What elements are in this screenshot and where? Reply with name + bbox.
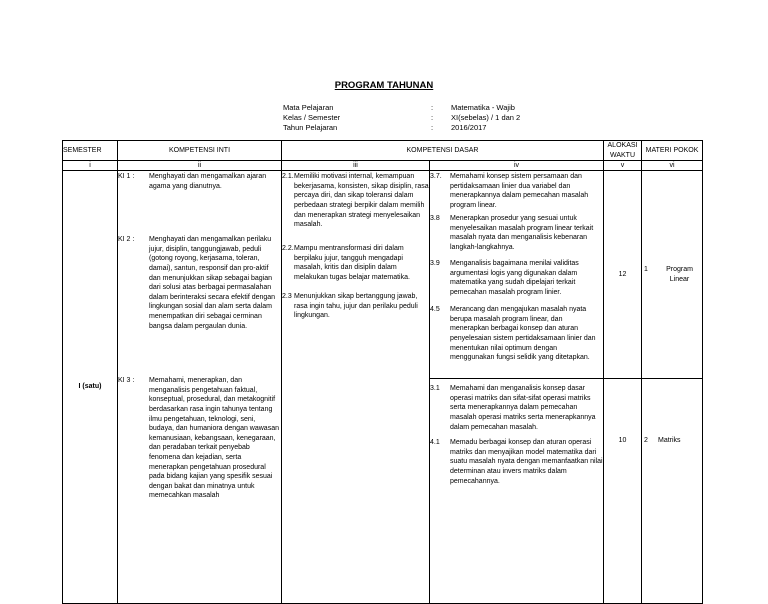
meta-value: XI(sebelas) / 1 dan 2 xyxy=(451,113,521,122)
kd-item xyxy=(430,214,603,259)
meta-separator: : xyxy=(431,103,434,112)
kd-item xyxy=(430,438,603,486)
meta-separator: : xyxy=(431,113,434,122)
col-number: ii xyxy=(118,161,282,171)
col-number: iv xyxy=(430,161,604,171)
program-table xyxy=(62,140,703,604)
kd-pengetahuan-cell xyxy=(430,171,604,379)
col-number: i xyxy=(63,161,118,171)
kd-number: 3.7. xyxy=(430,173,442,181)
materi-number: 2 xyxy=(644,437,648,445)
kd-number: 3.9 xyxy=(430,260,440,268)
kd-number: 3.1 xyxy=(430,385,440,393)
materi-item xyxy=(642,265,702,284)
ki-item xyxy=(118,172,281,235)
header-semester: SEMESTER xyxy=(63,141,118,161)
materi-item xyxy=(642,436,702,446)
kd-sikap-cell xyxy=(282,171,430,604)
materi-text: Program Linear xyxy=(666,266,693,283)
kd-number: 3.8 xyxy=(430,215,440,223)
kd-text: Menerapkan prosedur yang sesuai untuk menyelesaikan masalah program linear terkait masalah nyata dan menganalisis kebenaran langkah-langkahnya. xyxy=(450,215,594,251)
materi-number: 1 xyxy=(644,266,648,274)
numbering-row xyxy=(63,161,703,171)
col-number: iii xyxy=(282,161,430,171)
col-number: vi xyxy=(642,161,703,171)
meta-row-subject xyxy=(283,103,520,113)
ki-text: Memahami, menerapkan, dan menganalisis pengetahuan faktual, konseptual, prosedural, dan metakognitif berdasarkan rasa ingin tahunya tentang ilmu pengetahuan, teknologi, seni, budaya, dan humaniora dengan wawasan kemanusiaan, kebangsaan, kenegaraan, dan peradaban terkait penyebab fenomena dan kejadian, serta menerapkan pengetahuan prosedural pada bidang kajian yang spesifik sesuai dengan bakat dan minatnya untuk memecahkan masalah xyxy=(149,377,279,500)
kd-item xyxy=(282,172,429,244)
meta-label: Tahun Pelajaran xyxy=(283,123,338,132)
header-row xyxy=(63,141,703,161)
kd-text: Mampu mentransformasi diri dalam berpilaku jujur, tangguh mengadapi masalah, kritis dan disiplin dalam melakukan tugas belajar matematika. xyxy=(294,245,410,281)
kd-item xyxy=(430,259,603,305)
content-row-1 xyxy=(63,171,703,379)
meta-separator: : xyxy=(431,123,434,132)
kd-number: 2.2. xyxy=(282,245,294,253)
meta-label: Kelas / Semester xyxy=(283,113,341,122)
ki-number: KI 3 : xyxy=(118,377,135,385)
materi-cell xyxy=(642,379,703,604)
ki-item xyxy=(118,235,281,376)
col-number: v xyxy=(604,161,642,171)
kd-text: Merancang dan mengajukan masalah nyata berupa masalah program linear, dan menerapkan berbagai konsep dan aturan penyelesaian sistem pertidaksamaan linier dan menentukan nilai optimum dengan menggunakan fungsi selidik yang ditetapkan. xyxy=(450,306,596,362)
meta-value: Matematika - Wajib xyxy=(451,103,515,112)
kd-item xyxy=(430,172,603,214)
header-kompetensi-inti: KOMPETENSI INTI xyxy=(118,141,282,161)
kd-item xyxy=(430,384,603,438)
ki-cell xyxy=(118,171,282,604)
kd-pengetahuan-cell xyxy=(430,379,604,604)
ki-item xyxy=(118,376,281,501)
materi-cell xyxy=(642,171,703,379)
meta-label: Mata Pelajaran xyxy=(283,103,334,112)
kd-number: 2.3 xyxy=(282,293,292,301)
meta-row-class xyxy=(283,113,520,123)
kd-item xyxy=(430,305,603,363)
header-kompetensi-dasar: KOMPETENSI DASAR xyxy=(282,141,604,161)
kd-text: Menunjukkan sikap bertanggung jawab, rasa ingin tahu, jujur dan perilaku peduli lingkungan. xyxy=(294,293,418,320)
semester-cell xyxy=(63,171,118,604)
materi-text: Matriks xyxy=(658,437,681,445)
kd-text: Memadu berbagai konsep dan aturan operasi matriks dan menyajikan model matematika dari suatu masalah nyata dengan memanfaatkan nilai determinan atau invers matriks dalam pemecahannya. xyxy=(450,439,603,485)
kd-number: 2.1. xyxy=(282,173,294,181)
kd-number: 4.1 xyxy=(430,439,440,447)
ki-text: Menghayati dan mengamalkan perilaku jujur, disiplin, tanggungjawab, peduli (gotong royong, kerjasama, toleran, damai), santun, responsif dan pro-aktif dan menunjukkan sikap sebagai bagian dari solusi atas berbagai permasalahan dalam berinteraksi secara efektif dengan lingkungan sosial dan alam serta dalam menempatkan diri sebagai cerminan bangsa dalam pergaulan dunia. xyxy=(149,236,276,330)
kd-number: 4.5 xyxy=(430,306,440,314)
kd-text: Menganalisis bagaimana menilai validitas argumentasi logis yang digunakan dalam matematika yang sudah dipelajari terkait pemecahan masalah program linier. xyxy=(450,260,579,296)
alokasi-cell: 12 xyxy=(604,171,642,379)
kd-text: Memiliki motivasi internal, kemampuan bekerjasama, konsisten, sikap disiplin, rasa percaya diri, dan sikap toleransi dalam perbedaan strategi berpikir dalam memilih dan menerapkan strategi menyelesaikan masalah. xyxy=(294,173,429,229)
page-title: PROGRAM TAHUNAN xyxy=(334,80,434,91)
meta-row-year xyxy=(283,123,520,133)
kd-text: Memahami konsep sistem persamaan dan pertidaksamaan linier dua variabel dan menerapkannya dalam pemecahan masalah program linear. xyxy=(450,173,589,209)
semester-label: I (satu) xyxy=(78,383,102,391)
header-alokasi-waktu: ALOKASI WAKTU xyxy=(604,141,642,161)
meta-info xyxy=(283,103,520,133)
alokasi-value: 10 xyxy=(618,437,627,445)
meta-value: 2016/2017 xyxy=(451,123,487,132)
header-materi-pokok: MATERI POKOK xyxy=(642,141,703,161)
ki-number: KI 2 : xyxy=(118,236,135,244)
kd-text: Memahami dan menganalisis konsep dasar operasi matriks dan sifat-sifat operasi matriks serta menerapkannya dalam pemecahan masalah operasi matriks serta menerapkannya dalam pemecahan masalah. xyxy=(450,385,596,431)
ki-number: KI 1 : xyxy=(118,173,135,181)
alokasi-cell xyxy=(604,379,642,604)
kd-item xyxy=(282,292,429,321)
ki-text: Menghayati dan mengamalkan ajaran agama yang dianutnya. xyxy=(149,173,267,190)
kd-item xyxy=(282,244,429,292)
